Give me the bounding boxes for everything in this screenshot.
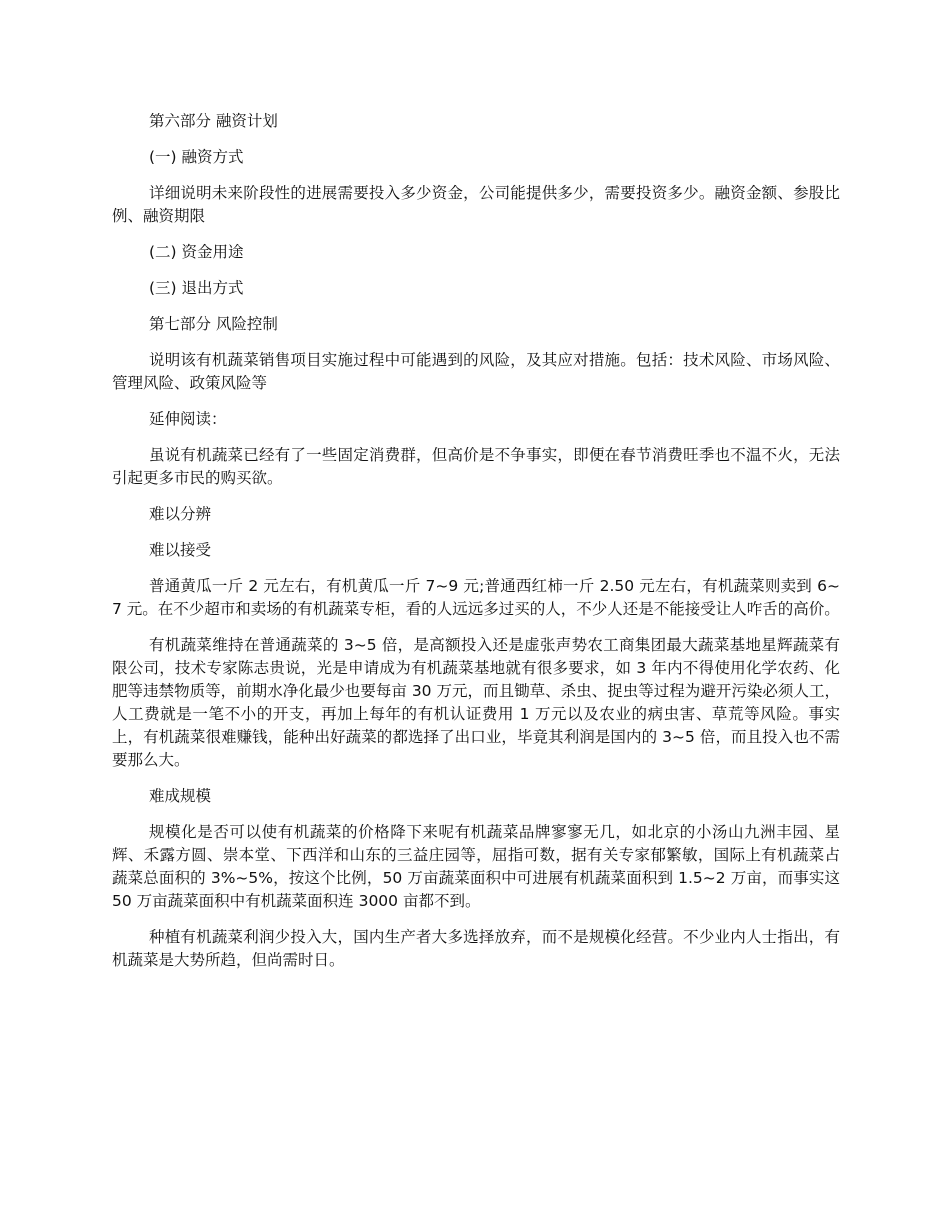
- subheading-hard-to-distinguish: 难以分辨: [149, 505, 212, 523]
- section-heading-financing-plan: 第六部分 融资计划: [149, 112, 278, 130]
- subheading-fund-usage: (二) 资金用途: [149, 243, 244, 261]
- document-page: [112, 110, 840, 985]
- section-heading-risk-control: 第七部分 风险控制: [149, 315, 278, 333]
- paragraph-high-price: 虽说有机蔬菜已经有了一些固定消费群，但高价是不争事实，即便在春节消费旺季也不温不火，无法引起更多市民的购买欲。: [112, 446, 840, 487]
- paragraph-scale-analysis: 规模化是否可以使有机蔬菜的价格降下来呢有机蔬菜品牌寥寥无几，如北京的小汤山九洲丰园、星辉、禾露方圆、崇本堂、下西洋和山东的三益庄园等，屈指可数，据有关专家郁繁敏，国际上有机蔬菜占蔬菜总面积的 3%~5%，按这个比例，50 万亩蔬菜面积中可进展有机蔬菜面积到 1.5~2 万亩，而事实这 50 万亩蔬菜面积中有机蔬菜面积连 3000 亩都不到。: [112, 823, 840, 910]
- paragraph-risk-description: 说明该有机蔬菜销售项目实施过程中可能遇到的风险，及其应对措施。包括：技术风险、市场风险、管理风险、政策风险等: [112, 351, 840, 392]
- subheading-hard-to-scale: 难成规模: [149, 787, 212, 805]
- subheading-extended-reading: 延伸阅读：: [149, 410, 227, 428]
- subheading-financing-method: (一) 融资方式: [149, 148, 244, 166]
- subheading-exit-method: (三) 退出方式: [149, 279, 244, 297]
- paragraph-conclusion: 种植有机蔬菜利润少投入大，国内生产者大多选择放弃，而不是规模化经营。不少业内人士指出，有机蔬菜是大势所趋，但尚需时日。: [112, 928, 840, 969]
- paragraph-financing-details: 详细说明未来阶段性的进展需要投入多少资金，公司能提供多少，需要投资多少。融资金额、参股比例、融资期限: [112, 184, 840, 225]
- paragraph-price-comparison: 普通黄瓜一斤 2 元左右，有机黄瓜一斤 7~9 元;普通西红柿一斤 2.50 元左右，有机蔬菜则卖到 6~7 元。在不少超市和卖场的有机蔬菜专柜，看的人远远多过买的人，不少人还是不能接受让人咋舌的高价。: [112, 577, 840, 618]
- paragraph-cost-analysis: 有机蔬菜维持在普通蔬菜的 3~5 倍，是高额投入还是虚张声势农工商集团最大蔬菜基地星辉蔬菜有限公司，技术专家陈志贵说，光是申请成为有机蔬菜基地就有很多要求，如 3 年内不得使用化学农药、化肥等违禁物质等，前期水净化最少也要每亩 30 万元，而且锄草、杀虫、捉虫等过程为避开污染必须人工，人工费就是一笔不小的开支，再加上每年的有机认证费用 1 万元以及农业的病虫害、草荒等风险。事实上，有机蔬菜很难赚钱，能种出好蔬菜的都选择了出口业，毕竟其利润是国内的 3~5 倍，而且投入也不需要那么大。: [112, 636, 840, 769]
- subheading-hard-to-accept: 难以接受: [149, 541, 212, 559]
